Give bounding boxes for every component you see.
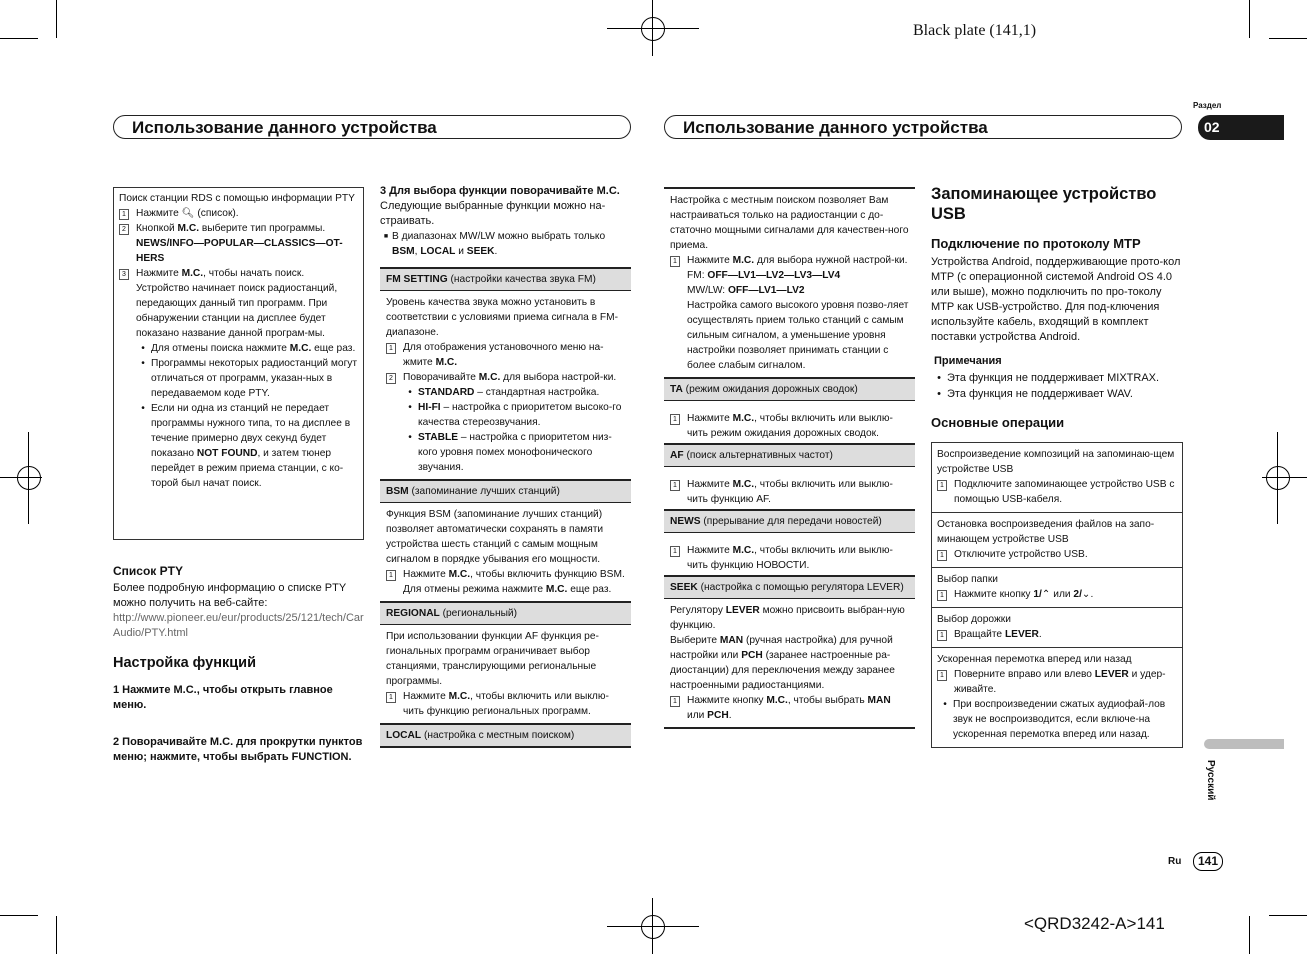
crop-mark [56,0,57,38]
list-item: • STANDARD – стандартная настройка. [408,387,600,398]
box-title: Поиск станции RDS с помощью информации PTY [119,193,355,204]
crop-mark [28,432,29,524]
setting-bar: NEWS (прерывание для передачи новостей) [664,509,915,533]
step: 1 Нажмите M.C., чтобы включить или выклю-чить функцию AF. [670,477,909,507]
plate-label: Black plate (141,1) [913,22,1037,39]
chevron-down-icon: ⌄ [1081,589,1091,600]
step: 1 Нажмите M.C., чтобы открыть главное меню. [113,684,333,711]
registration-mark-icon [641,915,665,939]
crop-mark [56,916,57,954]
step: 1 Нажмите M.C., чтобы включить или выклю-чить функцию региональных программ. [386,689,625,719]
page-title: Запоминающее устройство USB [931,185,1157,223]
step: 1 Нажмите M.C., чтобы включить или выклю-чить режим ожидания дорожных сводок. [670,411,909,441]
rds-pty-box [113,187,364,540]
crop-mark [0,38,38,39]
paragraph: Функция BSM (запоминание лучших станций) позволяет автоматически сохранять в памяти устройства шесть станций с самым мощным сигналом в порядке убывания его мощности. [386,509,604,565]
crop-mark [652,898,653,954]
page-lang: Ru [1168,856,1182,867]
list-item: • STABLE – настройка с приоритетом низ-кого уровня помех монофонического звучания. [408,432,612,473]
paragraph: Следующие выбранные функции можно на-страивать. [380,200,606,227]
crop-mark [1277,432,1278,524]
pty-link[interactable]: http://www.pioneer.eu/eur/products/25/121/tech/CarAudio/PTY.html [113,612,364,639]
step: 1 Нажмите кнопку M.C., чтобы выбрать MAN или PCH. [670,693,909,723]
document-code: <QRD3242-A>141 [1024,914,1165,933]
step: 1 Нажмите M.C. для выбора нужной настрой-ки. FM: OFF—LV1—LV2—LV3—LV4 MW/LW: OFF—LV1—LV2 Настройка самого высокого уровня позво-ляет осуществлять прием только станций с самым сильным сигналом, а уменьшение уровня настройки позволяет принимать станции с более слабым сигналом. [670,253,909,373]
step: 1 Нажмите 🔍︎ (список). [119,206,358,221]
column-4 [931,184,1183,748]
crop-mark [607,926,699,927]
step: 3 Для выбора функции поворачивайте M.C. [380,185,620,197]
step: 1 Нажмите M.C., чтобы включить или выклю-чить функцию НОВОСТИ. [670,543,909,573]
operations-table [931,442,1183,748]
table-row: Ускоренная перемотка вперед или назад 1 Поверните вправо или влево LEVER и удер-живайте. • При воспроизведении сжатых аудиофай-лов звук не воспроизводится, если включе-на ускоренная перемотка вперед или назад. [937,654,1166,740]
list-item: • Эта функция не поддерживает MIXTRAX. [937,372,1160,384]
step: 2 Поворачивайте M.C. для прокрутки пунктов меню; нажмите, чтобы выбрать FUNCTION. [113,736,363,763]
paragraph: Выберите MAN (ручная настройка) для ручной настройки или PCH (заранее настроенные ра-диостанции) для переключения между заранее настроенными радиостанциями. [670,635,895,691]
note: ■ В диапазонах MW/LW можно выбрать только BSM, LOCAL и SEEK. [383,231,606,257]
section-label: Раздел [1193,101,1222,110]
language-label: Русский [1205,760,1216,801]
setting-bar: AF (поиск альтернативных частот) [664,443,915,467]
step: 2 Поворачивайте M.C. для выбора настрой-ки. [386,370,625,385]
section-number: 02 [1204,119,1220,135]
table-row: Выбор папки 1 Нажмите кнопку 1/⌃ или 2/⌄. [932,568,1182,608]
crop-mark [1249,0,1250,38]
list-item: • Эта функция не поддерживает WAV. [937,388,1133,400]
crop-mark [607,28,699,29]
registration-mark-icon [1266,466,1290,490]
crop-mark [1269,38,1307,39]
paragraph: Регулятору LEVER можно присвоить выбран-ную функцию. [670,605,905,631]
paragraph: Настройка с местным поиском позволяет Вам настраиваться только на радиостанции с до-статочно мощными сигналами для качествен-ного приема. [670,195,909,251]
registration-mark-icon [17,466,41,490]
paragraph: Более подробную информацию о списке PTY можно получить на веб-сайте: [113,582,346,609]
section-heading: Список PTY [113,564,183,578]
paragraph: При использовании функции AF функция ре-гиональных программ ограничивает выбор станциями, транслирующими региональные программы. [386,631,599,687]
chevron-up-icon: ⌃ [1041,589,1051,600]
paragraph: Устройства Android, поддерживающие прото-кол MTP (с операционной системой Android OS 4.0 или выше), можно подключить по про-токолу MTP как USB-устройство. Для под-ключения используйте кабель, входящий в комплект поставки устройства Android. [931,256,1181,343]
setting-bar: REGIONAL (региональный) [380,601,631,625]
setting-bar: TA (режим ожидания дорожных сводок) [664,377,915,401]
header-right: Использование данного устройства [664,115,1182,139]
list-item: • HI-FI – настройка с приоритетом высоко-го качества стереозвучания. [408,402,622,428]
paragraph: Уровень качества звука можно установить в соответствии с условиями приема сигнала в FM-диапазоне. [386,297,619,338]
pty-section [113,564,365,641]
step: 1 Для отображения установочного меню на-жмите M.C. [386,340,625,370]
crop-mark [652,0,653,56]
registration-mark-icon [641,17,665,41]
crop-mark [1262,477,1307,478]
functions-section [113,655,365,765]
section-heading: Настройка функций [113,655,256,671]
header-left: Использование данного устройства [113,115,631,139]
language-bar [1204,739,1284,749]
setting-bar: SEEK (настройка с помощью регулятора LEVER) [664,575,915,599]
search-icon: 🔍︎ [181,208,195,219]
crop-mark [0,915,38,916]
notes-heading: Примечания [934,355,1002,367]
setting-bar: LOCAL (настройка с местным поиском) [380,723,631,748]
setting-bar: BSM (запоминание лучших станций) [380,479,631,503]
step: 3 Нажмите M.C., чтобы начать поиск. Устройство начинает поиск радиостанций, передающих данный тип программ. При обнаружении станции на дисплее будет показано название данной програм-мы. [119,266,358,341]
crop-mark [0,477,42,478]
list-item: • Для отмены поиска нажмите M.C. еще раз. [141,343,356,354]
list-item: • Программы некоторых радиостанций могут отличаться от программ, указан-ных в передаваемом коде PTY. [141,358,358,399]
crop-mark [1269,915,1307,916]
table-row: Воспроизведение композиций на запоминаю-щем устройстве USB 1 Подключите запоминающее устройство USB с помощью USB-кабеля. [932,443,1182,513]
step: 1 Нажмите M.C., чтобы включить функцию BSM. Для отмены режима нажмите M.C. еще раз. [386,567,625,597]
setting-bar: FM SETTING (настройки качества звука FM) [380,267,631,291]
column-3 [664,187,915,729]
section-heading: Подключение по протоколу MTP [931,236,1141,251]
column-2 [380,184,631,748]
table-row: Выбор дорожки 1 Вращайте LEVER. [932,608,1182,648]
page-number: 141 [1193,852,1223,871]
crop-mark [1249,916,1250,954]
step: 2 Кнопкой M.C. выберите тип программы. NEWS/INFO—POPULAR—CLASSICS—OT-HERS [119,221,358,266]
section-heading: Основные операции [931,415,1065,430]
list-item: • Если ни одна из станций не передает программы нужного типа, то на дисплее в течение примерно двух секунд будет показано NOT FOUND, и затем тюнер перейдет в режим приема станции, с ко-торой был начат поиск. [141,403,351,489]
table-row: Остановка воспроизведения файлов на запо-минающем устройстве USB 1 Отключите устройство USB. [932,513,1182,568]
